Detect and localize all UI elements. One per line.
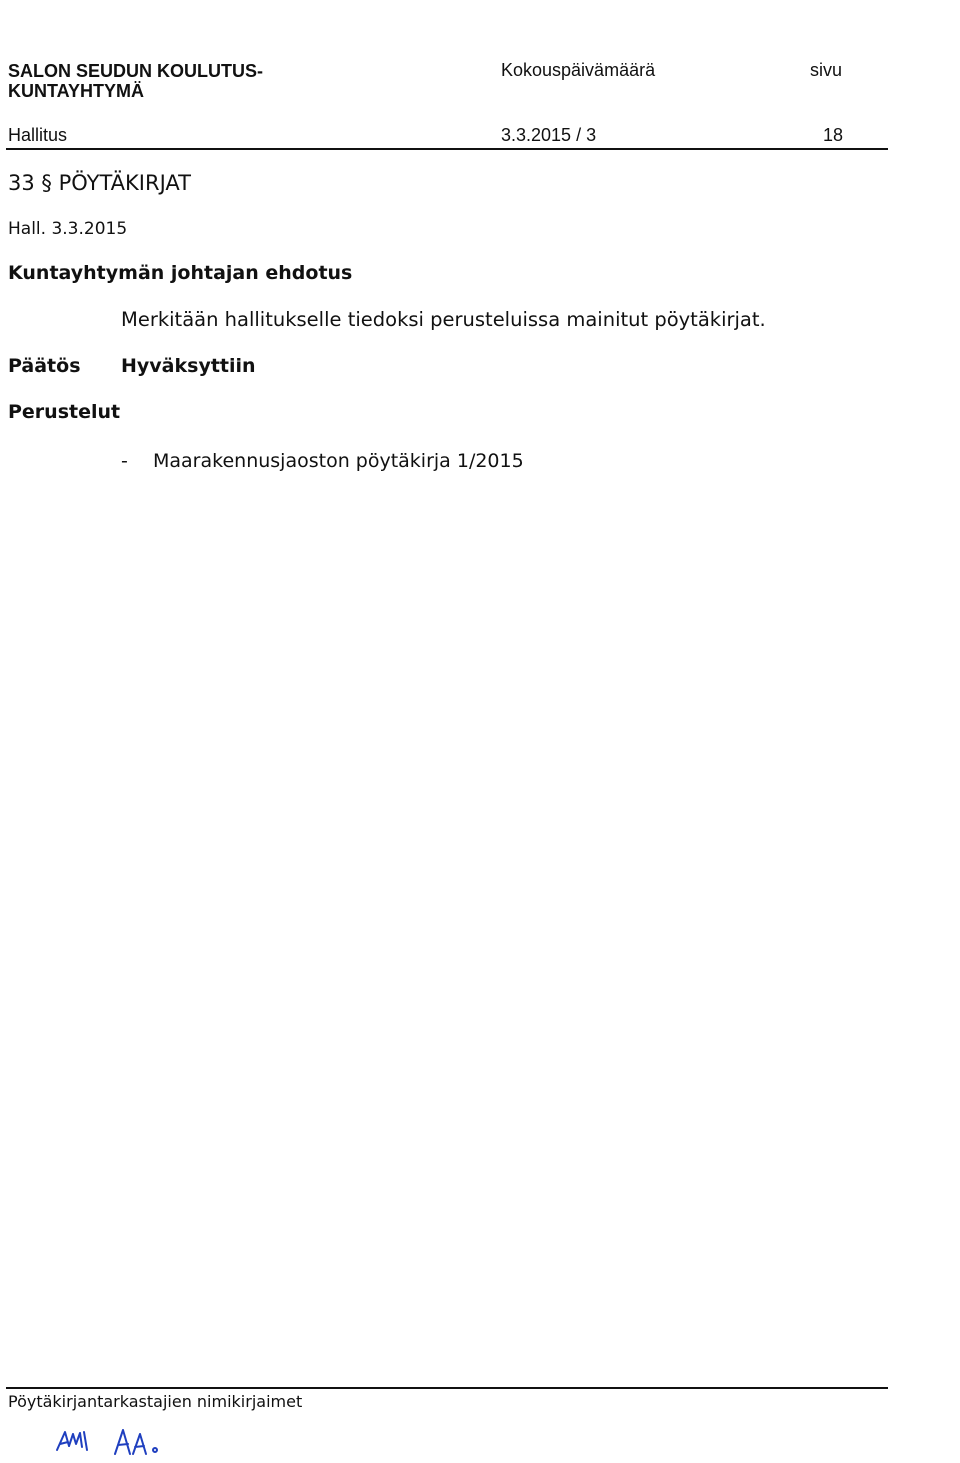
meeting-date-value: 3.3.2015 / 3 bbox=[501, 125, 597, 145]
page-label: sivu bbox=[810, 60, 843, 80]
list-item: Maarakennusjaoston pöytäkirja 1/2015 bbox=[153, 450, 524, 472]
handwritten-initials-signature bbox=[53, 1420, 183, 1460]
organization-line-1: SALON SEUDUN KOULUTUS- bbox=[8, 61, 263, 81]
organization-name bbox=[8, 61, 263, 101]
meeting-reference: Hall. 3.3.2015 bbox=[8, 219, 128, 239]
organization-line-2: KUNTAYHTYMÄ bbox=[8, 81, 145, 101]
proposal-text: Merkitään hallitukselle tiedoksi perusteluissa mainitut pöytäkirjat. bbox=[121, 308, 766, 331]
section-title: 33 § PÖYTÄKIRJAT bbox=[8, 171, 191, 195]
header-divider bbox=[6, 148, 888, 150]
governing-body: Hallitus bbox=[8, 125, 68, 145]
decision-label: Päätös bbox=[8, 355, 81, 377]
footer-divider bbox=[6, 1387, 888, 1389]
decision-text: Hyväksyttiin bbox=[121, 355, 256, 377]
proposal-heading: Kuntayhtymän johtajan ehdotus bbox=[8, 262, 353, 284]
meeting-date-label: Kokouspäivämäärä bbox=[501, 60, 656, 80]
list-item-bullet: - bbox=[121, 450, 128, 472]
page-number: 18 bbox=[823, 125, 844, 145]
grounds-label: Perustelut bbox=[8, 401, 121, 423]
reviewers-initials-label: Pöytäkirjantarkastajien nimikirjaimet bbox=[8, 1392, 303, 1411]
